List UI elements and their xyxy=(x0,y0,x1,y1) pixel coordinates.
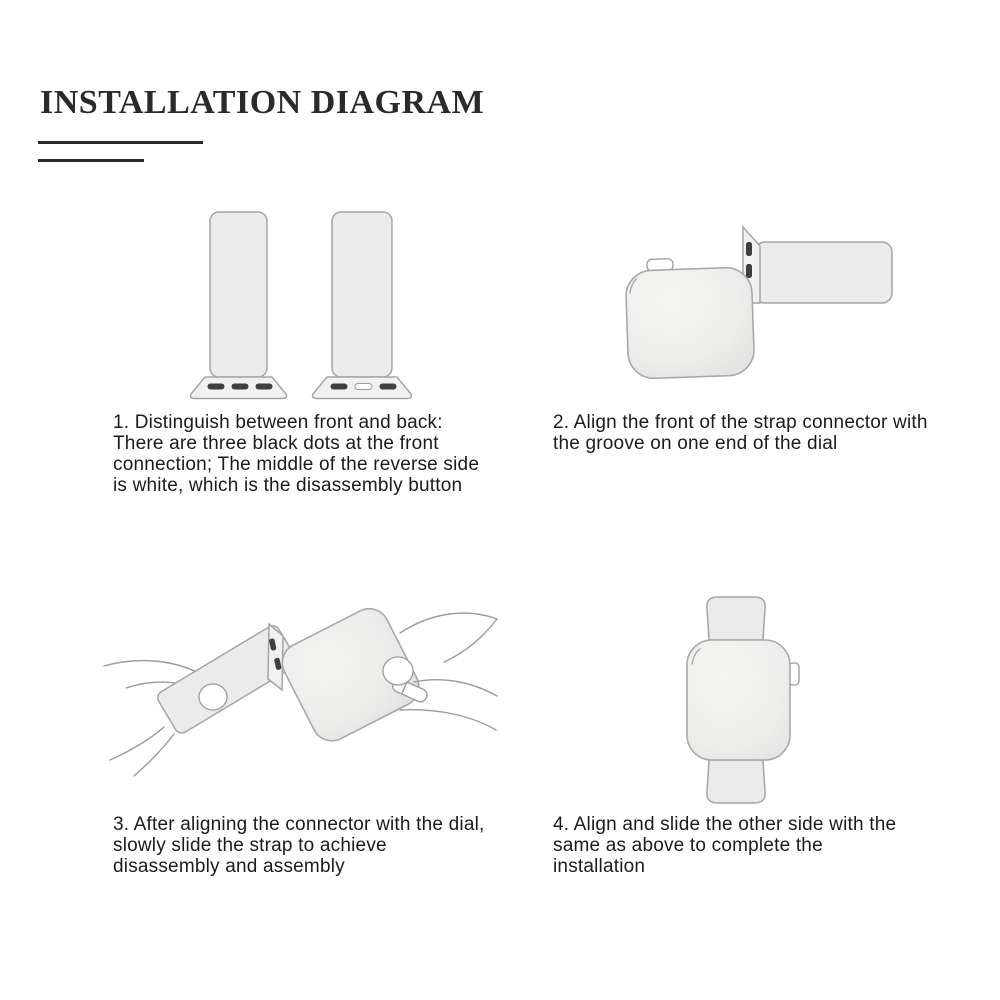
title-underline-short xyxy=(38,159,144,162)
step-4-caption: 4. Align and slide the other side with the same as above to complete the installation xyxy=(553,814,897,877)
title-underline-long xyxy=(38,141,203,144)
hands-sliding-strap-illustration xyxy=(100,578,500,810)
step-2-caption: 2. Align the front of the strap connector with the groove on one end of the dial xyxy=(553,412,928,454)
completed-watch-illustration xyxy=(660,586,880,814)
strap-align-with-dial-illustration xyxy=(600,215,980,395)
step-1-caption: 1. Distinguish between front and back: There are three black dots at the front connection; The middle of the reverse side is white, which is the disassembly button xyxy=(113,412,480,496)
strap-front-back-illustration xyxy=(150,190,450,410)
step-3-caption: 3. After aligning the connector with the dial, slowly slide the strap to achieve disassembly and assembly xyxy=(113,814,485,877)
page-title: INSTALLATION DIAGRAM xyxy=(40,84,485,121)
